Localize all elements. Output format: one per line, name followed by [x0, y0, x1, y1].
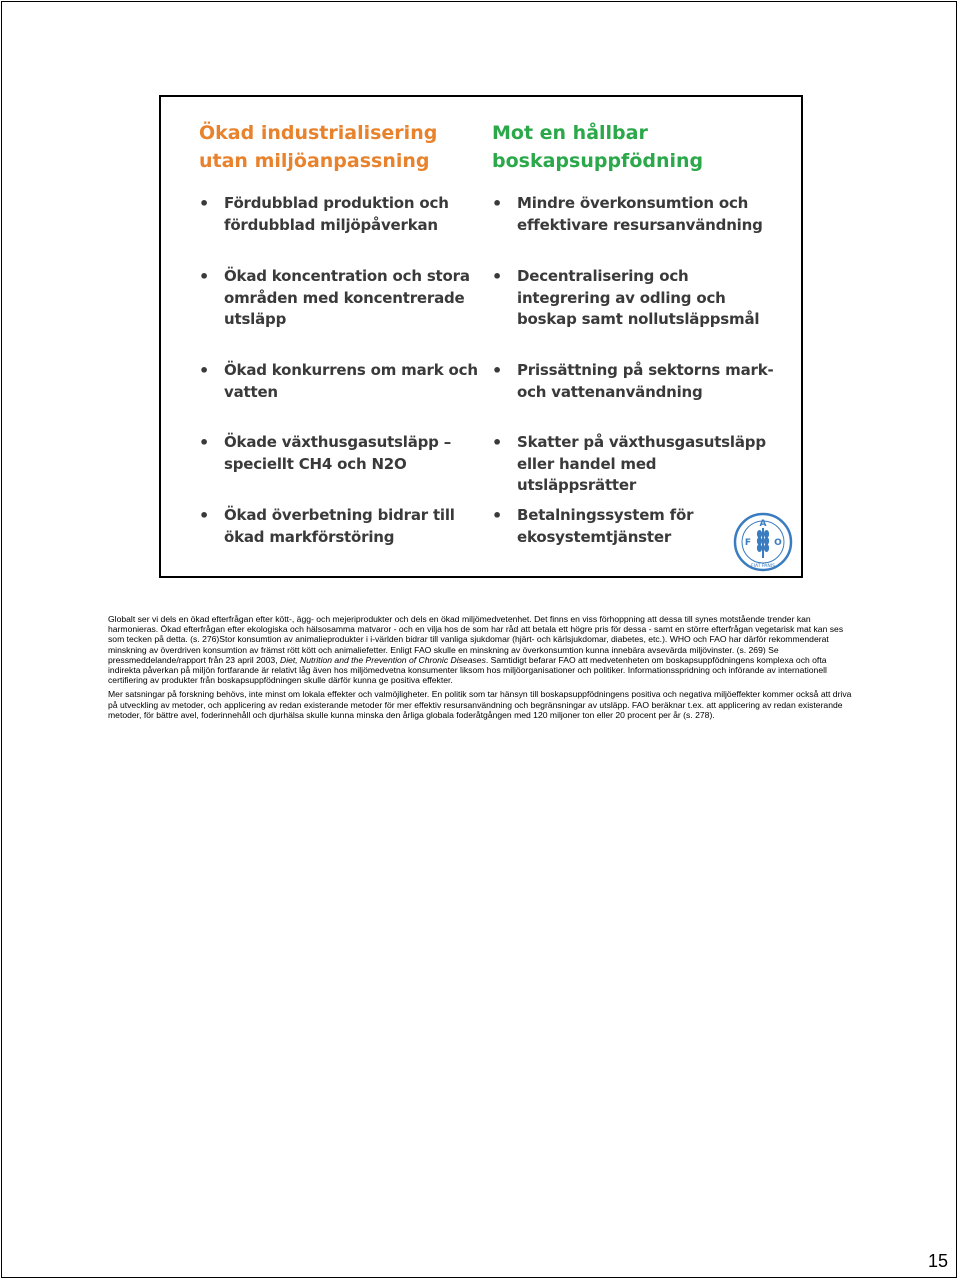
left-bullet-text: Ökad överbetning bidrar till ökad markförstöring [224, 506, 455, 546]
notes-paragraph: Mer satsningar på forskning behövs, inte minst om lokala effekter och valmöjligheter. En politik som tar hänsyn till boskapsuppfödningens positiva och negativa miljöeffekter kommer också att driva på utveckling av metoder, och applicering av redan existerande metoder för mer effektiv resursanvändning och begränsningar av utsläpp. FAO beräknar t.ex. att applicering av redan existerande metoder, för bättre avel, foderinnehåll och djurhälsa skulle kunna minska den årliga globala foderåtgången med 120 miljoner ton eller 20 procent per år (s. 278). [108, 689, 852, 720]
right-bullet-text: Prissättning på sektorns mark- och vattenanvändning [517, 361, 774, 401]
right-column [492, 119, 782, 546]
notes-text: Globalt ser vi dels en ökad efterfrågan efter kött-, ägg- och mejeriprodukter och dels en ökad miljömedvetenhet. Det finns en viss förhoppning att dessa till synes motstående trender kan harmonieras. Ökad efterfrågan efter ekologiska och hälsosamma matvaror - och en vilja hos de som har råd att betala ett högre pris för dessa - samt en större efterfrågan vegetarisk mat kan ses som tecken på detta. (s. 276)Stor konsumtion av animalieprodukter i i-världen bidrar till vanliga sjukdomar (hjärt- och kärlsjukdomar, diabetes, etc.). WHO och FAO har därför rekommenderat minskning av överdriven konsumtion av främst rött kött och animaliefetter. Enligt FAO skulle en minskning av överkonsumtion kunna innebära avsevärda miljövinster. (s. 269) Se pressmeddelande/rapport från 23 april 2003, [108, 614, 844, 665]
bullet-dot: • [199, 194, 210, 213]
left-bullet-text: Ökade växthusgasutsläpp – speciellt CH4 och N2O [224, 433, 452, 473]
left-bullet-text: Fördubblad produktion och fördubblad miljöpåverkan [224, 194, 449, 234]
bullet-dot: • [199, 361, 210, 380]
left-column [199, 119, 489, 546]
left-bullet-text: Ökad koncentration och stora områden med koncentrerade utsläpp [224, 267, 470, 328]
bullet-dot: • [492, 361, 503, 380]
right-bullet-text: Mindre överkonsumtion och effektivare resursanvändning [517, 194, 763, 234]
right-bullet-text: Skatter på växthusgasutsläpp eller handel med utsläppsrätter [517, 433, 766, 494]
slide [159, 95, 803, 578]
right-bullet-text: Decentralisering och integrering av odling och boskap samt nollutsläppsmål [517, 267, 760, 328]
speaker-notes [108, 614, 853, 724]
right-bullet-text: Betalningssystem för ekosystemtjänster [517, 506, 694, 546]
notes-paragraph [108, 614, 853, 685]
bullet-dot: • [492, 433, 503, 452]
bullet-dot: • [199, 267, 210, 286]
bullet-dot: • [492, 506, 503, 525]
fao-logo-motto: FIAT PANIS [751, 564, 775, 569]
left-column-title: Ökad industrialisering utan miljöanpassning [199, 122, 438, 172]
left-bullet-text: Ökad konkurrens om mark och vatten [224, 361, 478, 401]
bullet-dot: • [199, 433, 210, 452]
fao-logo-letter: A [759, 519, 767, 529]
bullet-dot: • [492, 267, 503, 286]
notes-italic-title: Diet, Nutrition and the Prevention of Chronic Diseases [279, 654, 486, 665]
bullet-dot: • [199, 506, 210, 525]
fao-logo-icon [733, 512, 793, 572]
fao-logo-letter: O [774, 538, 782, 548]
right-column-title: Mot en hållbar boskapsuppfödning [492, 122, 704, 172]
fao-logo-letter: F [744, 538, 752, 548]
notes-text: . Samtidigt befarar FAO att medvetenheten om boskapsuppfödningens komplexa och ofta indirekta påverkan på miljön fortfarande är relativt låg även hos miljömedvetna konsumenter liksom hos miljöorganisationer och politiker. Informationsspridning och införande av internationell certifiering av produkter från boskapsuppfödningen skulle därför kunna ge positiva effekter. [108, 654, 827, 686]
bullet-dot: • [492, 194, 503, 213]
page-number: 15 [927, 1251, 948, 1271]
